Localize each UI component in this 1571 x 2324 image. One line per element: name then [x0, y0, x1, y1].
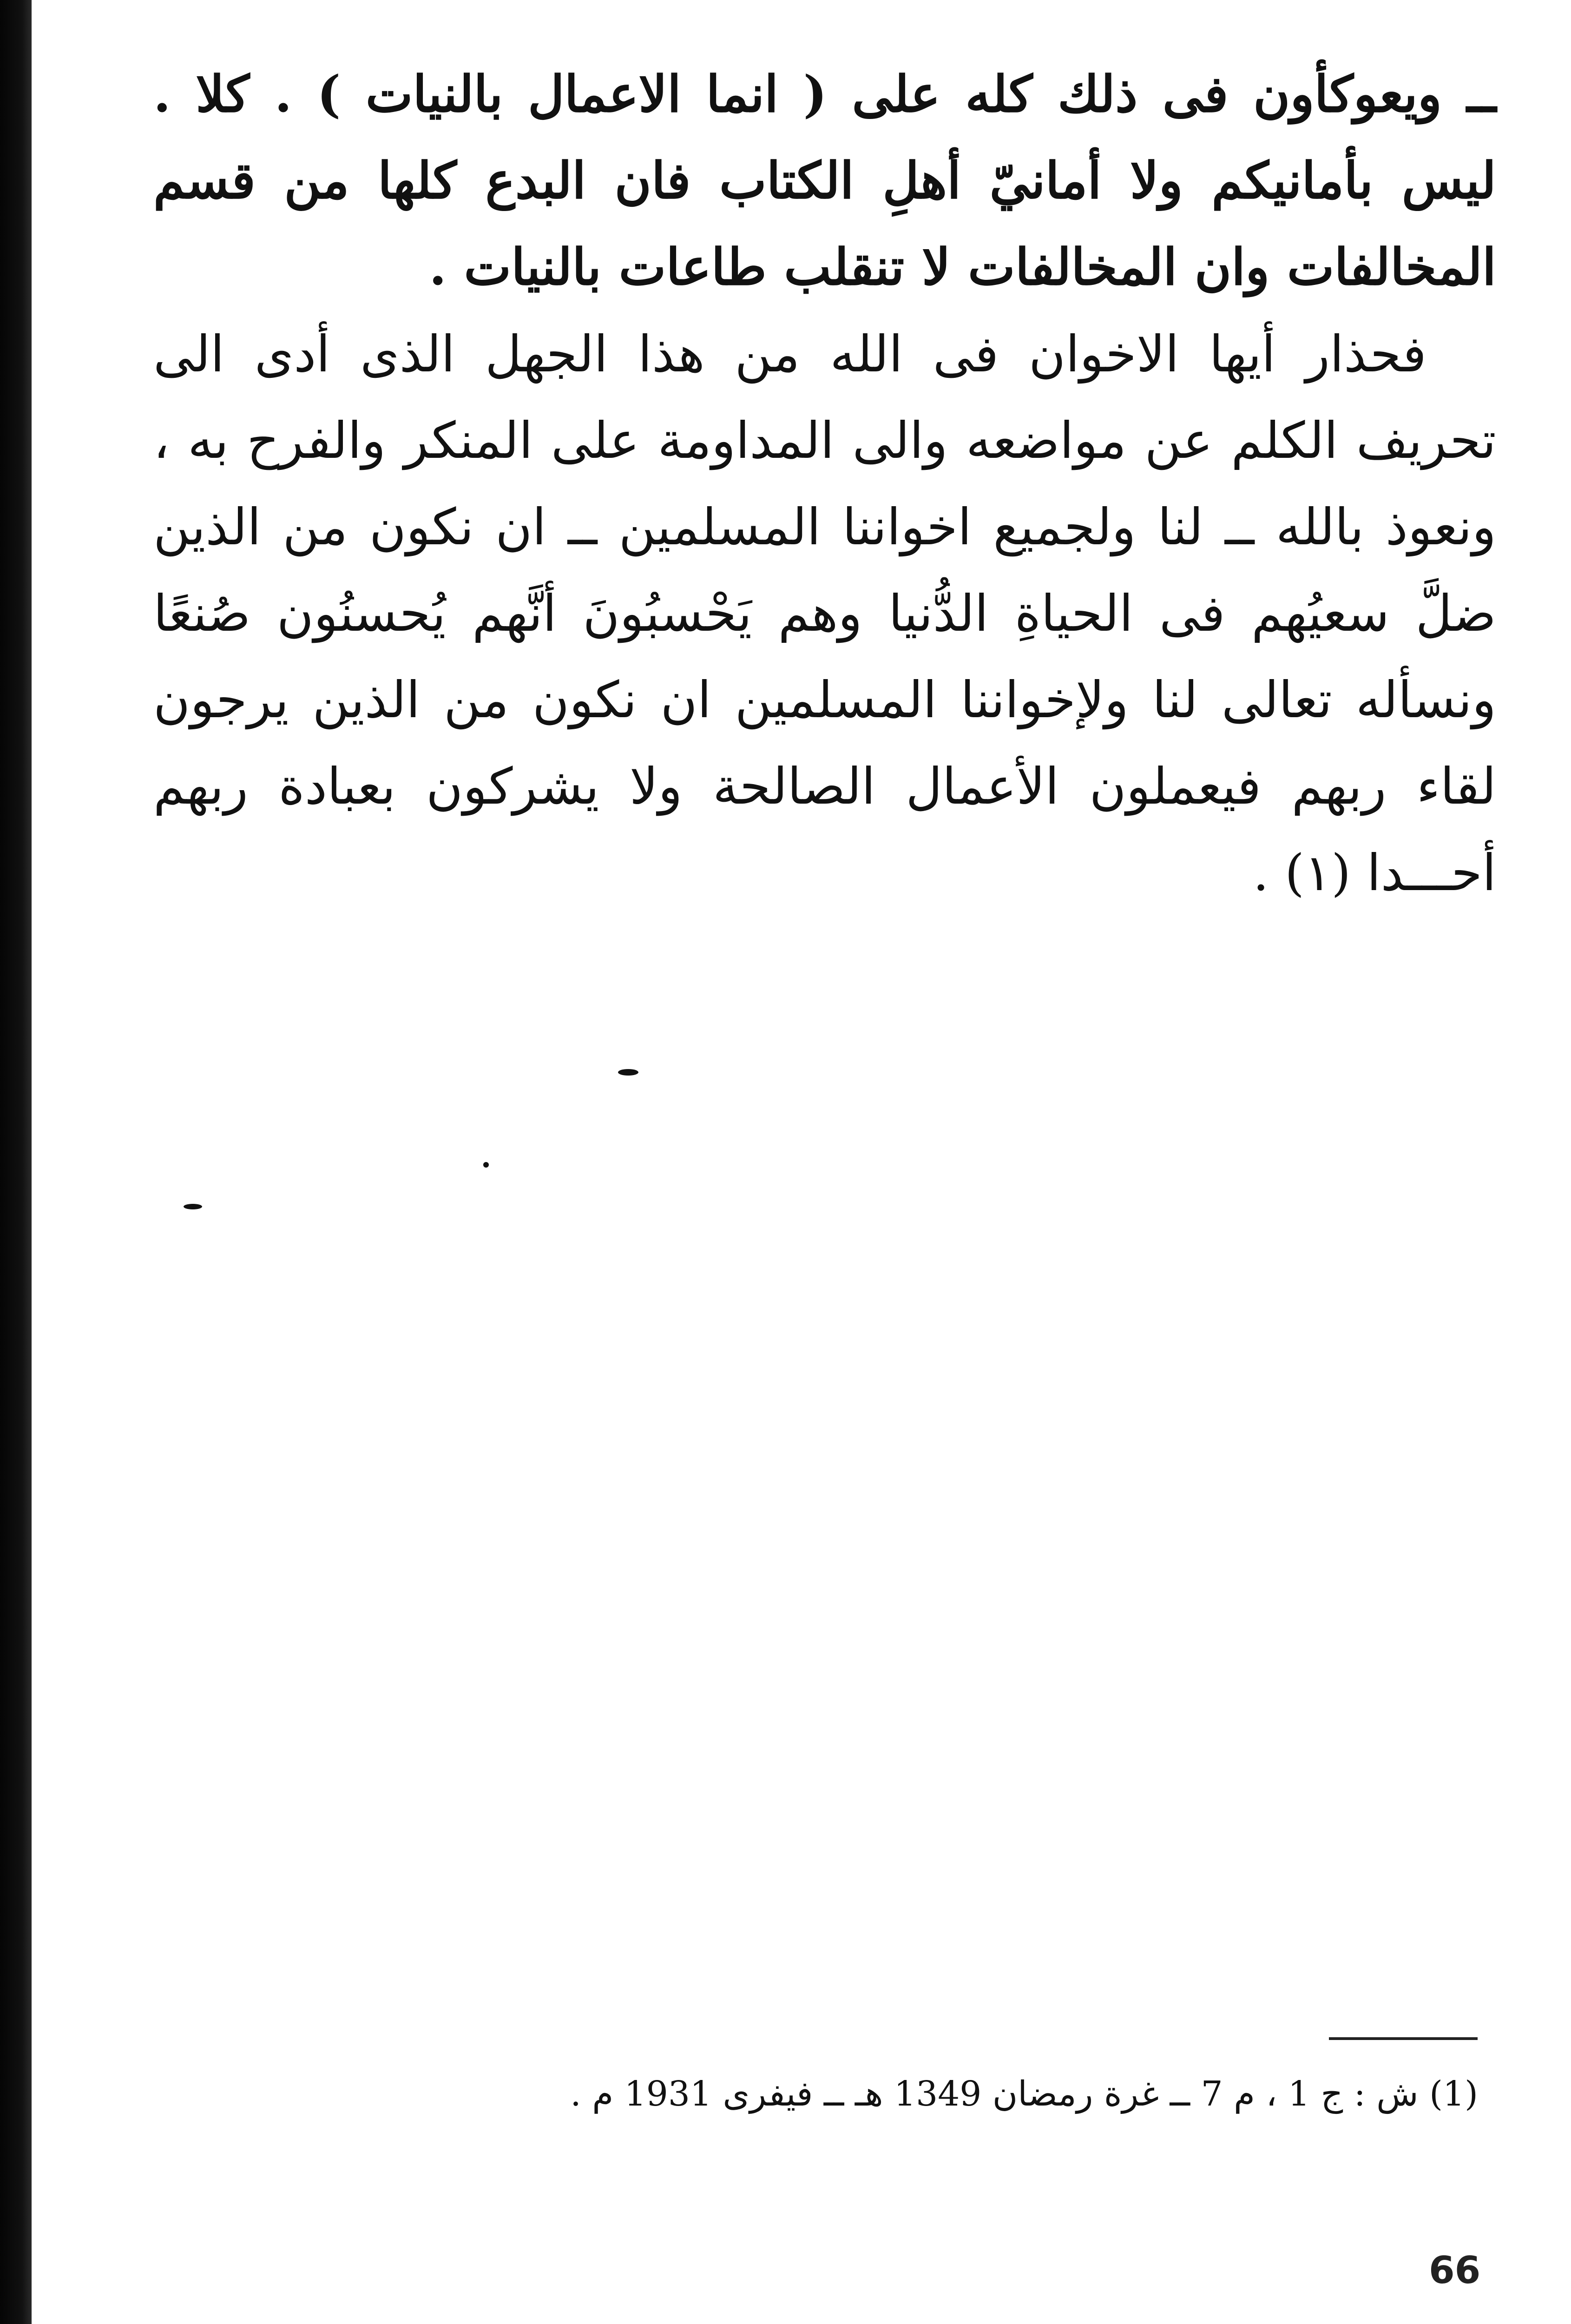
ink-speck: [483, 1162, 489, 1168]
paragraph-2: فحذار أيها الاخوان فى الله من هذا الجهل الذى أدى الى تحريف الكلم عن مواضعه والى المداومة على المنكر والفرح به ، ونعوذ بالله ــ لنا ولجميع اخواننا المسلمين ــ ان نكون من الذين ضلَّ سعيُهم فى الحياةِ الدُّنيا وهم يَحْسبُونَ أنَّهم يُحسنُون صُنعًا ونسأله تعالى لنا ولإخواننا المسلمين ان نكون من الذين يرجون لقاء ربهم فيعملون الأعمال الصالحة ولا يشركون بعبادة ربهم أحـــدا (١) .: [153, 325, 1496, 902]
footnote: (1) ش : ج 1 ، م 7 ــ غرة رمضان 1349 هـ ــ فيفرى 1931 م .: [570, 2074, 1478, 2114]
book-binding-shadow: [0, 0, 32, 2324]
ink-speck: [618, 1069, 638, 1076]
book-page: [153, 51, 1496, 2282]
paragraph-1: ــ ويعوكأون فى ذلك كله على ( انما الاعمال بالنيات ) . كلا . ليس بأمانيكم ولا أمانيّ أهلِ الكتاب فان البدع كلها من قسم المخالفات وان المخالفات لا تنقلب طاعات بالنيات .: [153, 65, 1496, 297]
page-number: 66: [1429, 2249, 1481, 2292]
footnote-divider: [1329, 2037, 1478, 2040]
ink-speck: [184, 1204, 202, 1209]
